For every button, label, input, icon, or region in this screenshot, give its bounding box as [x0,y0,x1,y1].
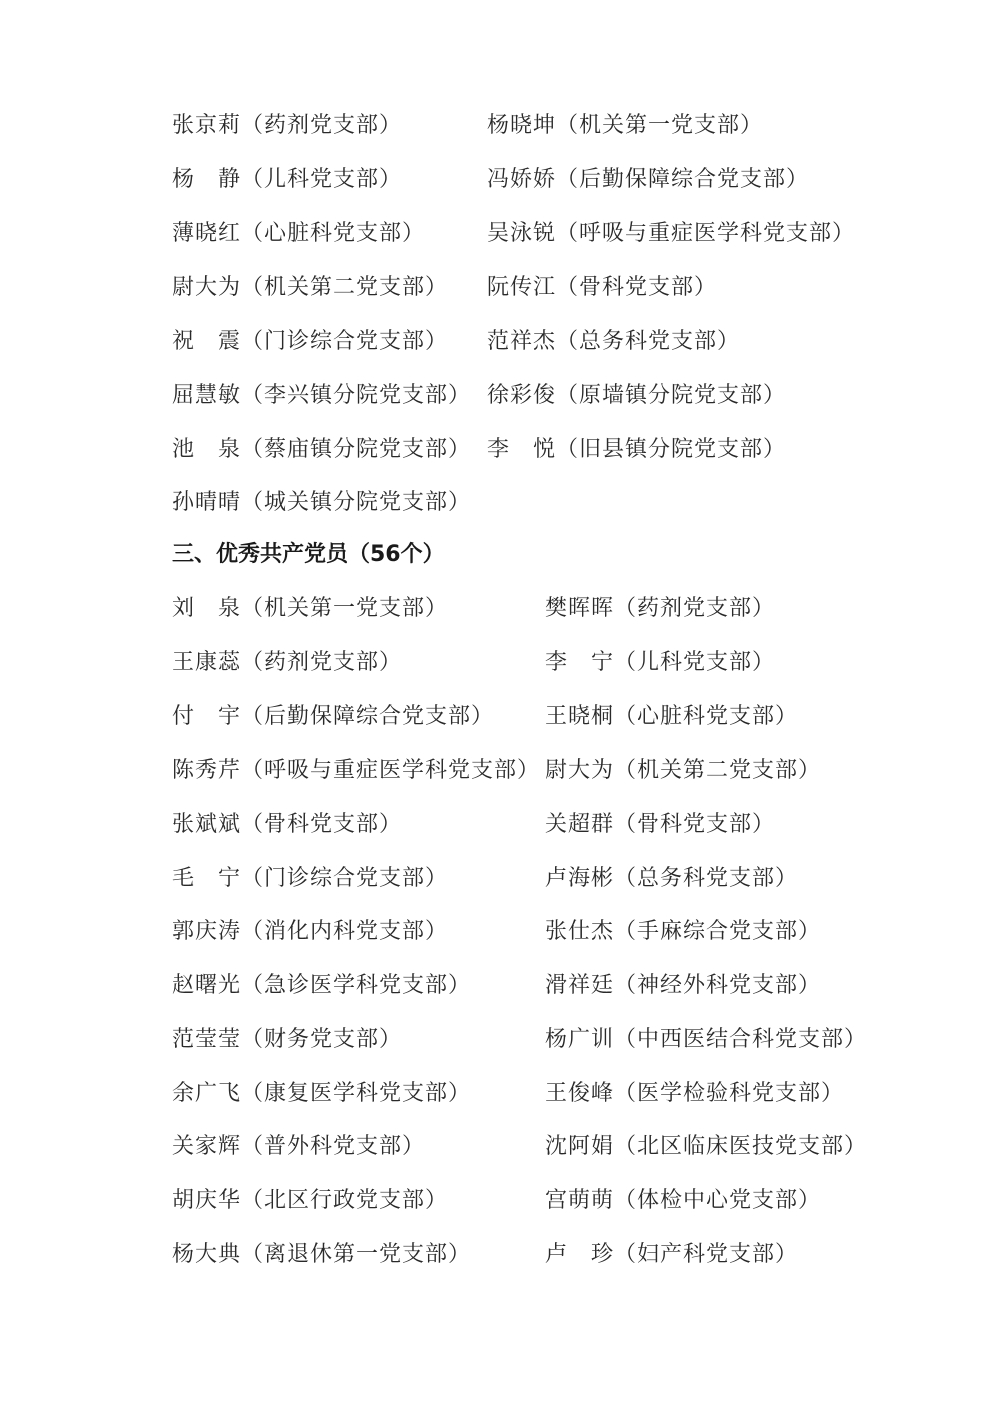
list-item: 卢 珍（妇产科党支部） [545,1242,799,1267]
list-item: 尉大为（机关第二党支部） [545,758,822,783]
list-item: 关家辉（普外科党支部） [172,1134,426,1159]
list-item: 祝 震（门诊综合党支部） [172,329,449,354]
list-item: 徐彩俊（原墙镇分院党支部） [487,383,787,408]
list-item: 毛 宁（门诊综合党支部） [172,866,449,891]
list-item: 刘 泉（机关第一党支部） [172,596,449,621]
list-item: 杨广训（中西医结合科党支部） [545,1027,868,1052]
list-item: 杨大典（离退休第一党支部） [172,1242,472,1267]
list-item: 范祥杰（总务科党支部） [487,329,741,354]
list-item: 郭庆涛（消化内科党支部） [172,919,449,944]
list-item: 冯娇娇（后勤保障综合党支部） [487,167,810,192]
list-item: 王俊峰（医学检验科党支部） [545,1081,845,1106]
list-item: 樊晖晖（药剂党支部） [545,596,776,621]
list-item: 陈秀芹（呼吸与重症医学科党支部） [172,758,541,783]
list-item: 范莹莹（财务党支部） [172,1027,403,1052]
list-item: 阮传江（骨科党支部） [487,275,718,300]
list-item: 尉大为（机关第二党支部） [172,275,449,300]
list-item: 吴泳锐（呼吸与重症医学科党支部） [487,221,856,246]
list-item: 张仕杰（手麻综合党支部） [545,919,822,944]
list-item: 杨 静（儿科党支部） [172,167,403,192]
list-item: 滑祥廷（神经外科党支部） [545,973,822,998]
list-item: 李 宁（儿科党支部） [545,650,776,675]
list-item: 张斌斌（骨科党支部） [172,812,403,837]
list-item: 卢海彬（总务科党支部） [545,866,799,891]
list-item: 王康蕊（药剂党支部） [172,650,403,675]
list-item: 赵曙光（急诊医学科党支部） [172,973,472,998]
list-item: 杨晓坤（机关第一党支部） [487,113,764,138]
list-item: 宫萌萌（体检中心党支部） [545,1188,822,1213]
list-item: 关超群（骨科党支部） [545,812,776,837]
section-heading: 三、优秀共产党员（56个） [172,542,445,567]
list-item: 付 宇（后勤保障综合党支部） [172,704,495,729]
list-item: 屈慧敏（李兴镇分院党支部） [172,383,472,408]
list-item: 张京莉（药剂党支部） [172,113,403,138]
list-item: 余广飞（康复医学科党支部） [172,1081,472,1106]
list-item: 池 泉（蔡庙镇分院党支部） [172,437,472,462]
list-item: 孙晴晴（城关镇分院党支部） [172,490,472,515]
list-item: 胡庆华（北区行政党支部） [172,1188,449,1213]
list-item: 沈阿娟（北区临床医技党支部） [545,1134,868,1159]
list-item: 薄晓红（心脏科党支部） [172,221,426,246]
list-item: 王晓桐（心脏科党支部） [545,704,799,729]
list-item: 李 悦（旧县镇分院党支部） [487,437,787,462]
